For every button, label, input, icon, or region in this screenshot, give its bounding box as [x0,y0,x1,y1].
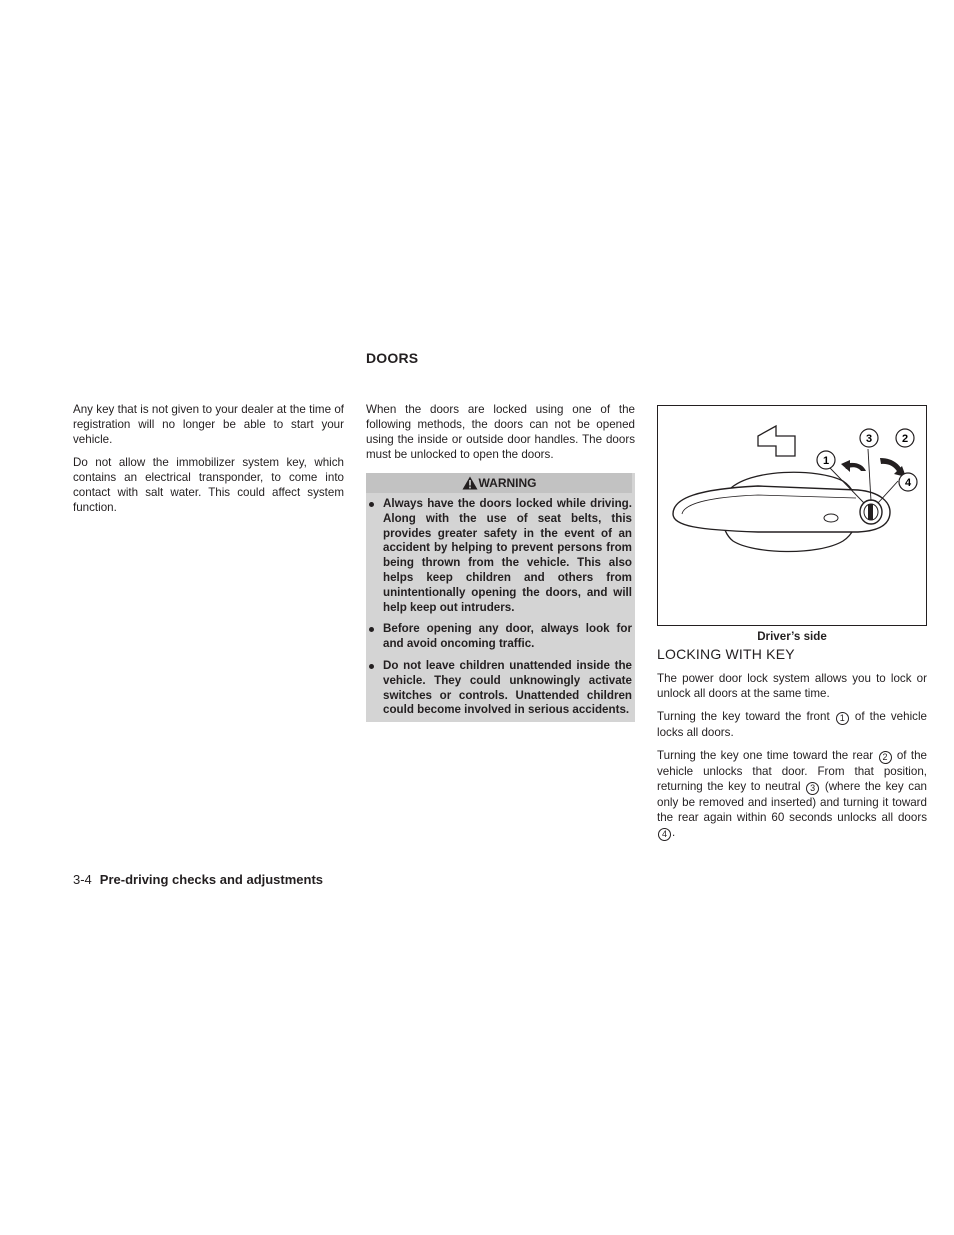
ref-number-3: 3 [806,782,819,795]
locking-text: of the vehicle unlocks that door. From that position, returning the key to neutral [657,749,927,793]
subsection-title-locking: LOCKING WITH KEY [657,646,795,662]
locking-text: . [672,826,676,839]
doors-intro-paragraph: When the doors are locked using one of the following methods, the doors can not be opened using the inside or outside door handles. The doors must be unlocked to open the doors. [366,403,635,461]
warning-item-text: Before opening any door, always look for and avoid oncoming traffic. [383,622,632,651]
warning-item-text: Always have the doors locked while driving. Along with the use of seat belts, this provides greater safety in the event of an accident by helping to prevent persons from being thrown from the vehicle. This also helps keep children and others from unintentionally opening the doors, and will help keep out intruders. [383,497,632,614]
middle-column [366,402,635,722]
right-column [657,405,927,849]
locking-text: (where the key can only be removed and inserted) and turning it toward the rear again within 60 seconds unlocks all doors [657,780,927,824]
callout-4: 4 [904,477,912,489]
list-item [366,659,632,718]
key-registration-paragraph: Any key that is not given to your dealer at the time of registration will no longer be able to start your vehicle. [73,403,344,446]
ref-number-2: 2 [879,751,892,764]
warning-triangle-icon [462,476,478,490]
ref-number-4: 4 [658,828,671,841]
warning-header [366,473,632,493]
locking-text: Turning the key toward the front [657,710,830,723]
locking-text: Turning the key one time toward the rear [657,749,874,762]
door-handle [673,486,890,532]
warning-item-text: Do not leave children unattended inside the vehicle. They could unknowingly activate switches or controls. Unattended children could become involved in serious accidents. [383,658,632,717]
footer-section-title: Pre-driving checks and adjustments [99,872,324,887]
left-column [73,402,344,523]
ref-number-1: 1 [836,712,849,725]
warning-box [366,473,635,722]
locking-paragraph-1: The power door lock system allows you to lock or unlock all doors at the same time. [657,672,927,700]
bullet-icon [369,502,374,507]
page-number: 3-4 [73,872,92,887]
list-item [366,497,632,615]
page-footer [73,872,323,887]
bullet-icon [369,664,374,669]
locking-paragraph-2 [657,709,927,740]
front-arrow-icon [758,426,795,456]
callout-1: 1 [822,455,830,467]
callout-2: 2 [901,433,909,445]
door-handle-illustration [658,406,926,625]
section-title-doors: DOORS [366,350,419,366]
figure-caption: Driver’s side [757,630,827,643]
callout-3: 3 [865,433,873,445]
warning-label: WARNING [478,476,537,490]
door-handle-figure [657,405,927,626]
list-item [366,622,632,652]
bullet-icon [369,627,374,632]
locking-paragraph-3 [657,748,927,841]
warning-list [366,493,632,718]
locking-text: of the vehicle locks all doors. [657,710,927,739]
immobilizer-paragraph: Do not allow the immobilizer system key, which contains an electrical transponder, to come into contact with salt water. This could affect system function. [73,456,344,514]
